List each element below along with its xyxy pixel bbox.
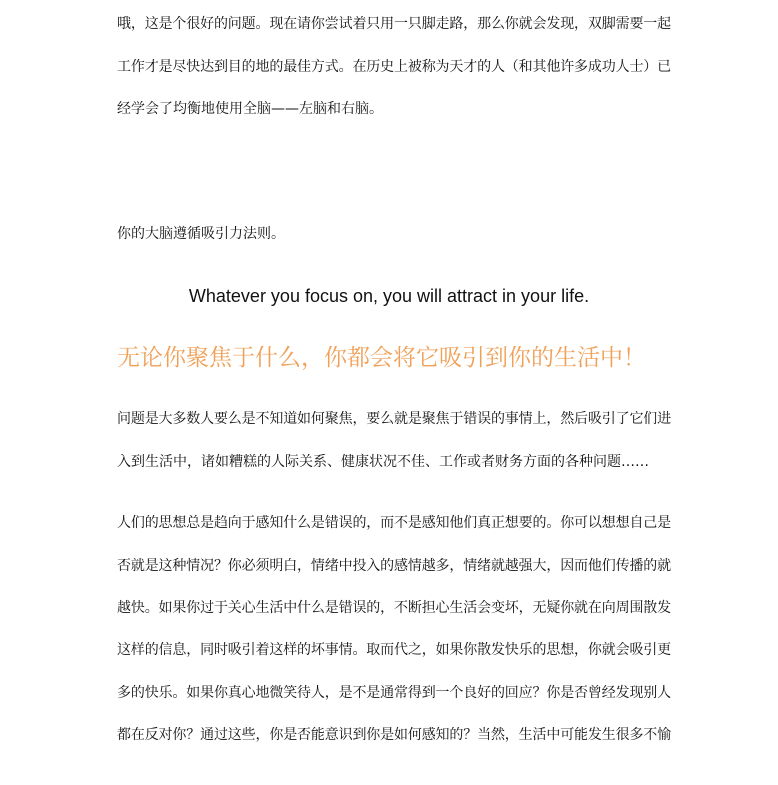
paragraph-3-line-5: 多的快乐。如果你真心地微笑待人，是不是通常得到一个良好的回应？你是否曾经发现别人	[117, 685, 671, 701]
paragraph-2-line-2: 入到生活中，诸如糟糕的人际关系、健康状况不佳、工作或者财务方面的各种问题……	[117, 454, 649, 470]
paragraph-3-line-2: 否就是这种情况？你必须明白，情绪中投入的感情越多，情绪就越强大，因而他们传播的就	[117, 558, 671, 574]
paragraph-3-line-3: 越快。如果你过于关心生活中什么是错误的，不断担心生活会变坏，无疑你就在向周围散发	[117, 600, 671, 616]
paragraph-3-line-4: 这样的信息，同时吸引着这样的坏事情。取而代之，如果你散发快乐的思想，你就会吸引更	[117, 642, 671, 658]
paragraph-3-line-6: 都在反对你？通过这些，你是否能意识到你是如何感知的？当然，生活中可能发生很多不愉	[117, 727, 671, 743]
subheading: 你的大脑遵循吸引力法则。	[117, 226, 285, 242]
paragraph-1-line-2: 工作才是尽快达到目的地的最佳方式。在历史上被称为天才的人（和其他许多成功人士）已	[117, 59, 671, 75]
english-quote: Whatever you focus on, you will attract in your life.	[188, 286, 590, 306]
paragraph-2-line-1: 问题是大多数人要么是不知道如何聚焦，要么就是聚焦于错误的事情上，然后吸引了它们进	[117, 411, 671, 427]
paragraph-1-line-3: 经学会了均衡地使用全脑——左脑和右脑。	[117, 101, 383, 117]
paragraph-1-line-1: 哦，这是个很好的问题。现在请你尝试着只用一只脚走路，那么你就会发现，双脚需要一起	[117, 16, 671, 32]
chinese-headline: 无论你聚焦于什么，你都会将它吸引到你的生活中！	[117, 345, 646, 371]
paragraph-3-line-1: 人们的思想总是趋向于感知什么是错误的，而不是感知他们真正想要的。你可以想想自己是	[117, 515, 671, 531]
